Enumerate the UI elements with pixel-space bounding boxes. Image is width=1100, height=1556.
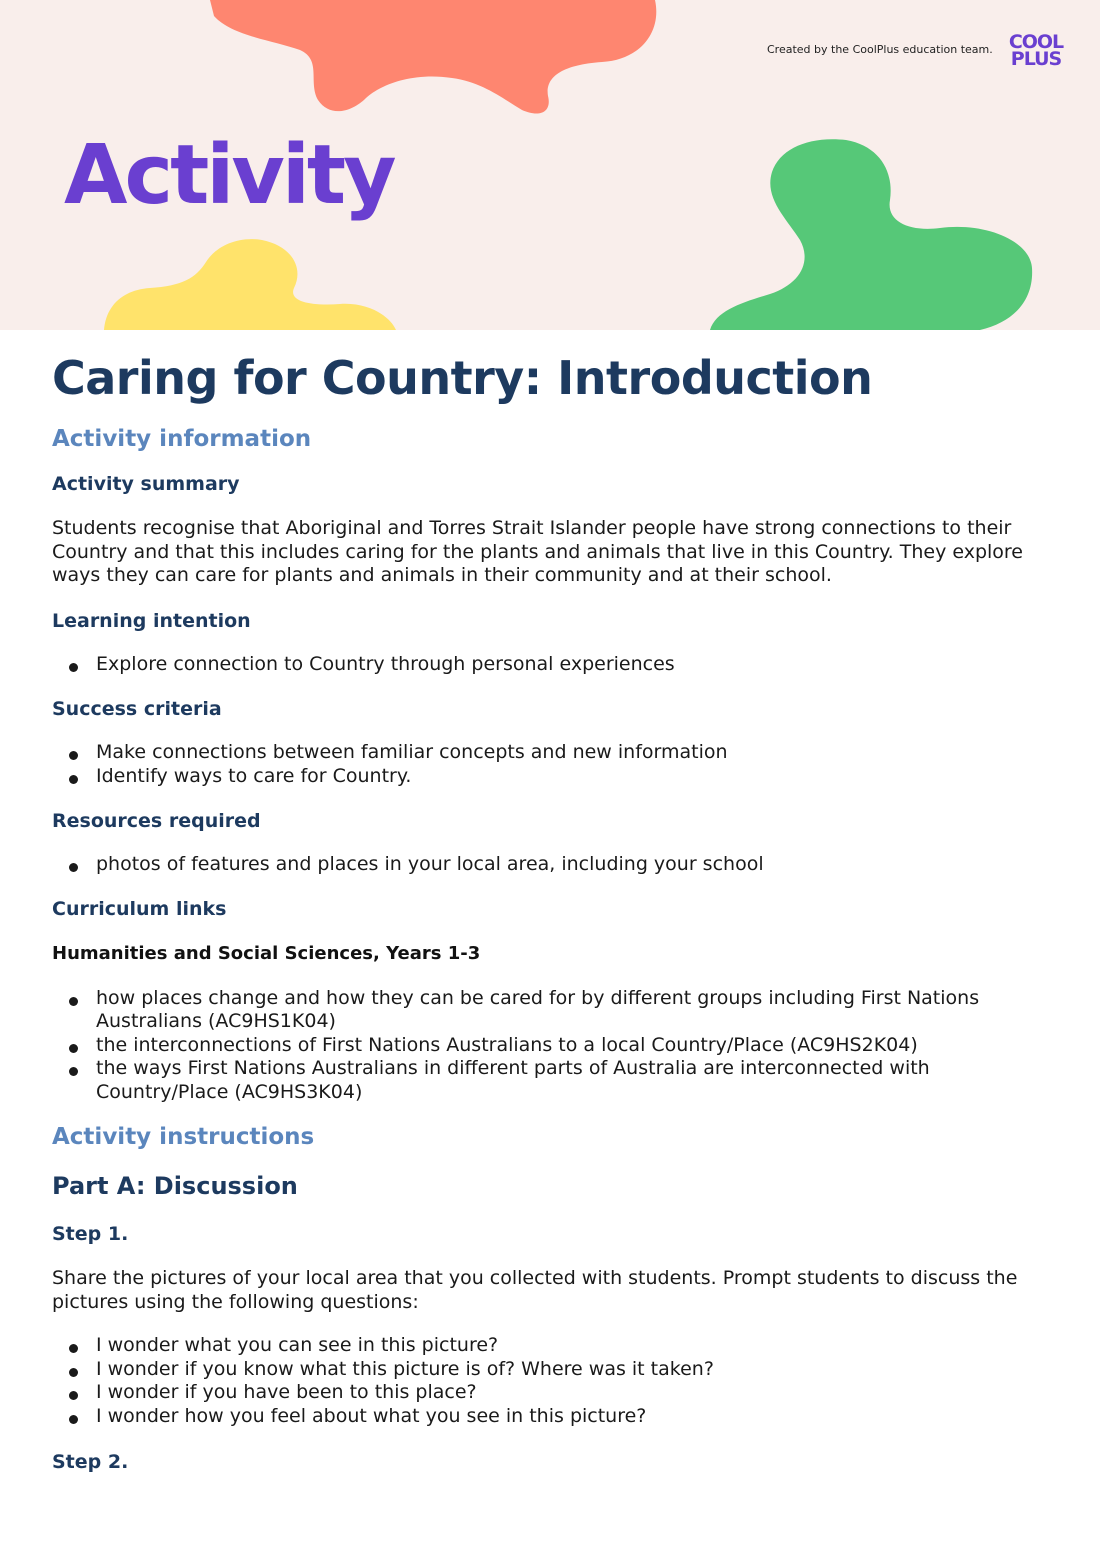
list-item: the ways First Nations Australians in different parts of Australia are interconnected with Country/Place (AC9HS3K04) [52, 1057, 1042, 1104]
yellow-blob [104, 239, 396, 330]
list-item: Identify ways to care for Country. [52, 765, 1042, 789]
list-item: photos of features and places in your local area, including your school [52, 853, 1042, 877]
list-item: the interconnections of First Nations Australians to a local Country/Place (AC9HS2K04) [52, 1034, 1042, 1058]
credit-text: Created by the CoolPlus education team. [767, 43, 993, 56]
curriculum-list [52, 987, 1042, 1105]
learning-intention-heading: Learning intention [52, 609, 251, 632]
step-1-questions-list [52, 1334, 1042, 1428]
success-criteria-heading: Success criteria [52, 698, 222, 720]
step-1-heading: Step 1. [52, 1223, 129, 1245]
banner-title: Activity [64, 128, 394, 223]
activity-information-heading: Activity information [52, 426, 312, 452]
list-item: I wonder how you feel about what you see in this picture? [52, 1405, 1042, 1429]
list-item: Explore connection to Country through personal experiences [52, 653, 1042, 677]
activity-instructions-heading: Activity instructions [52, 1124, 315, 1150]
success-criteria-list [52, 741, 1042, 788]
summary-text: Students recognise that Aboriginal and Torres Strait Islander people have strong connections to their Country and that this includes caring for the plants and animals that live in this Country. They explore ways they can care for plants and animals in their community and at their school. [52, 517, 1023, 586]
curriculum-heading: Curriculum links [52, 897, 227, 920]
header-banner [0, 0, 1100, 330]
list-item: how places change and how they can be cared for by different groups including First Nations Australians (AC9HS1K04) [52, 987, 1042, 1034]
logo-line-2: PLUS [1010, 48, 1062, 70]
learning-intention-list [52, 653, 1042, 677]
green-blob [710, 139, 1032, 330]
list-item: I wonder what you can see in this picture? [52, 1334, 1042, 1358]
coral-blob [210, 0, 656, 114]
list-item: Make connections between familiar concepts and new information [52, 741, 1042, 765]
part-a-heading: Part A: Discussion [52, 1172, 298, 1200]
resources-list [52, 853, 1042, 877]
document-content [52, 348, 1042, 1475]
resources-heading: Resources required [52, 810, 261, 832]
step-2-heading: Step 2. [52, 1451, 129, 1473]
coolplus-logo [1002, 31, 1070, 70]
step-1-text: Share the pictures of your local area that you collected with students. Prompt students to discuss the pictures using the following questions: [52, 1267, 1018, 1313]
page-title: Caring for Country: Introduction [52, 351, 873, 405]
curriculum-subheading: Humanities and Social Sciences, Years 1-3 [52, 942, 481, 964]
logo-line-1: COOL [1008, 31, 1064, 53]
list-item: I wonder if you have been to this place? [52, 1381, 1042, 1405]
list-item: I wonder if you know what this picture is of? Where was it taken? [52, 1358, 1042, 1382]
summary-heading: Activity summary [52, 473, 240, 495]
